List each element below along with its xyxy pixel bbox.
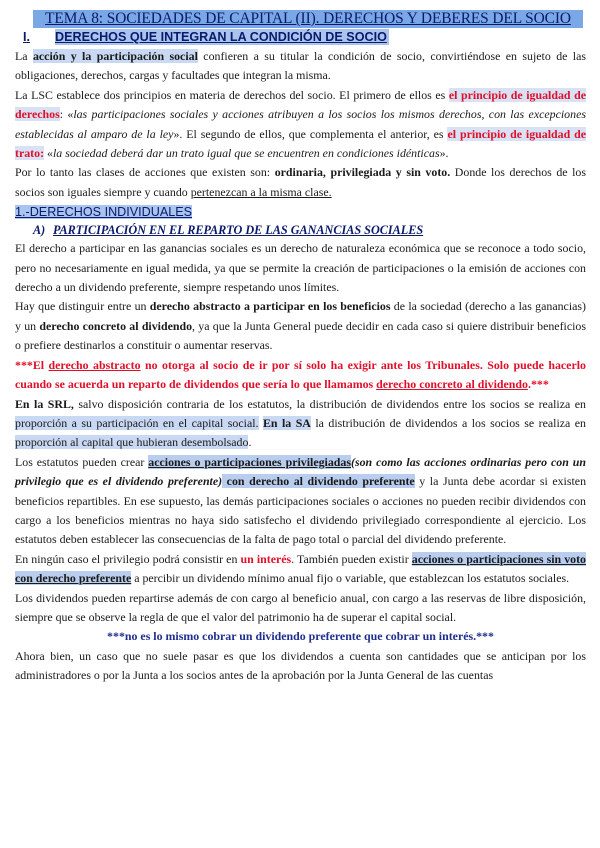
paragraph-8: Los estatutos pueden crear acciones o participaciones privilegiadas(son como las acciones ordinarias pero con un privilegio que es el dividendo preferente) con derecho al dividendo preferente y la Junta debe acordar si existen beneficios repartibles. En ese supuesto, las demás participaciones sociales o acciones no pueden recibir dividendos con cargo a los beneficios mientras no haya sido satisfecho el dividendo privilegiado correspondiente al ejercicio. Los estatutos deben establecer las consecuencias de la falta de pago total o parcial del dividendo preferente. — [15, 454, 587, 547]
paragraph-11-note: ***no es lo mismo cobrar un dividendo preferente que cobrar un interés.*** — [107, 629, 494, 644]
page-title: TEMA 8: SOCIEDADES DE CAPITAL (II). DERECHOS Y DEBERES DEL SOCIO — [33, 10, 583, 28]
paragraph-4: El derecho a participar en las ganancias sociales es un derecho de naturaleza económica que se reconoce a todo socio, pero no necesariamente en igual medida, ya que se permite la creación de participaciones o la emisión de acciones con derecho a un dividendo preferente, siempre respetando unos límites. — [15, 241, 586, 295]
paragraph-6: ***El derecho abstracto no otorga al socio de ir por sí solo ha exigir ante los Tribunales. Solo puede hacerlo cuando se acuerda un reparto de dividendos que sería lo que llamamos derecho concreto al dividendo.*** — [15, 357, 586, 392]
section-number: I. — [23, 30, 30, 44]
paragraph-7: En la SRL, salvo disposición contraria de los estatutos, la distribución de dividendos entre los socios se realiza en proporción a su participación en el capital social. En la SA la distribución de dividendos a los socios se realiza en proporción al capital que hubieran desembolsado. — [15, 396, 586, 450]
section-heading-1 — [23, 29, 586, 45]
subsection-heading-a: A) PARTICIPACIÓN EN EL REPARTO DE LAS GANANCIAS SOCIALES — [33, 223, 424, 238]
paragraph-12: Ahora bien, un caso que no suele pasar es que los dividendos a cuenta son cantidades que se anticipan por los administradores o por la Junta a los socios antes de la aprobación por la Junta General de las cuentas — [15, 648, 586, 683]
paragraph-10: Los dividendos pueden repartirse además de con cargo al beneficio anual, con cargo a las reservas de libre disposición, siempre que se observe la regla de que el valor del patrimonio ha de superar el capital social. — [15, 590, 586, 624]
paragraph-9: En ningún caso el privilegio podrá consistir en un interés. También pueden existir acciones o participaciones sin voto con derecho preferente a percibir un dividendo mínimo anual fijo o variable, que establezcan los estatutos sociales. — [15, 551, 586, 586]
paragraph-5: Hay que distinguir entre un derecho abstracto a participar en los beneficios de la sociedad (derecho a las ganancias) y un derecho concreto al dividendo, ya que la Junta General puede decidir en cada caso si quiere distribuir beneficios o prefiere destinarlos a constituir o aumentar reservas. — [15, 299, 586, 353]
section-heading-2: 1.-DERECHOS INDIVIDUALES — [15, 205, 193, 220]
paragraph-2: La LSC establece dos principios en materia de derechos del socio. El primero de ellos es el principio de igualdad de derechos: «las participaciones sociales y acciones atribuyen a los socios los mismos derechos, con las excepciones establecidas al amparo de la ley». El segundo de ellos, que complementa el anterior, es el principio de igualdad de trato: «la sociedad deberá dar un trato igual que se encuentren en condiciones idénticas». — [15, 87, 586, 161]
section-title: DERECHOS QUE INTEGRAN LA CONDICIÓN DE SOCIO — [55, 30, 387, 44]
paragraph-3: Por lo tanto las clases de acciones que existen son: ordinaria, privilegiada y sin voto. Donde los derechos de los socios son iguales siempre y cuando pertenezcan a la misma clase. — [15, 165, 587, 199]
paragraph-1: La acción y la participación social confieren a su titular la condición de socio, convirtiéndose en sujeto de las obligaciones, derechos, cargas y facultades que integran la misma. — [15, 49, 587, 83]
